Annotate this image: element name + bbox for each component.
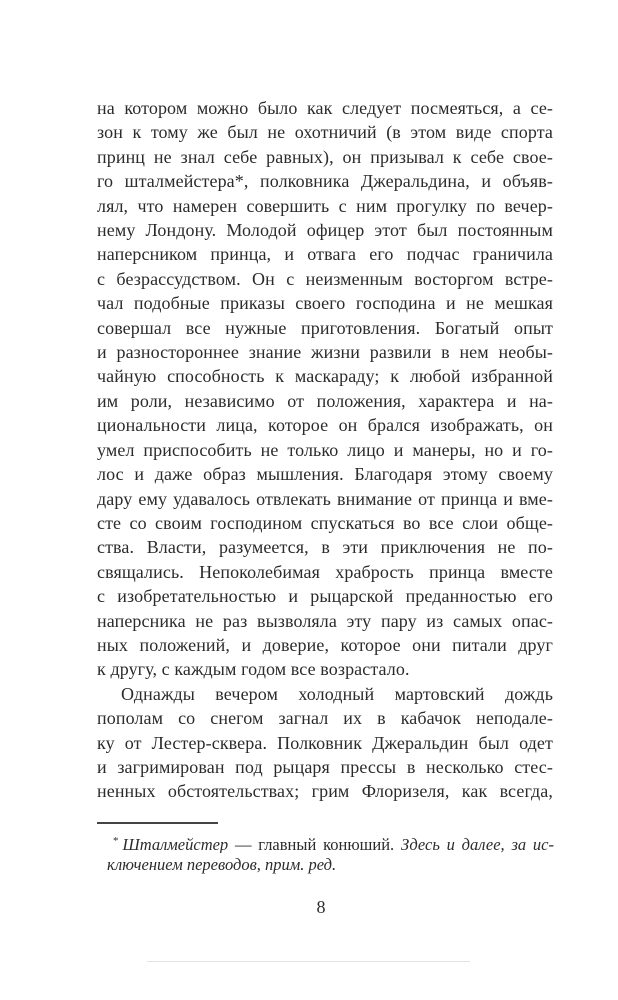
text-line: дару ему удавалось отвлекать внимание от принца и вме-	[97, 488, 553, 509]
page-body-text	[97, 96, 553, 804]
page-bottom-divider	[147, 961, 470, 962]
text-line: пополам со снегом загнал их в кабачок неподале-	[97, 708, 553, 729]
text-line: совершал все нужные приготовления. Богатый опыт	[97, 317, 553, 338]
text-line: умел приспособить не только лицо и манеры, но и го-	[97, 439, 553, 460]
text-line: ку от Лестер-сквера. Полковник Джеральдин был одет	[97, 732, 553, 753]
footnote-marker: *	[113, 835, 119, 847]
text-line: наперсником принца, и отвага его подчас граничила	[97, 244, 553, 265]
text-line: ненных обстоятельствах; грим Флоризеля, как всегда,	[97, 781, 553, 802]
text-line: к другу, с каждым годом все возрастало.	[97, 659, 410, 680]
text-line: и загримирован под рыцаря прессы в несколько стес-	[97, 756, 553, 777]
text-line: чайную способность к маскараду; к любой избранной	[97, 366, 553, 387]
text-line: лос и даже образ мышления. Благодаря этому своему	[97, 464, 553, 485]
text-line: Однажды вечером холодный мартовский дождь	[121, 683, 553, 704]
text-line: свящались. Непоколебимая храбрость принца вместе	[97, 561, 553, 582]
text-line: и разностороннее знание жизни развили в нем необы-	[97, 342, 553, 363]
text-line: го шталмейстера*, полковника Джеральдина, и объяв-	[97, 171, 553, 192]
text-line: лял, что намерен совершить с ним прогулку по вечер-	[97, 195, 553, 216]
text-line: чал подобные приказы своего господина и не мешкая	[97, 293, 553, 314]
text-line: принц не знал себе равных), он призывал к себе свое-	[97, 146, 553, 167]
page-number: 8	[316, 897, 326, 917]
text-line: с безрассудством. Он с неизменным восторгом встре-	[97, 268, 553, 289]
text-line: зон к тому же был не охотничий (в этом виде спорта	[97, 122, 553, 143]
text-line: им роли, независимо от положения, характера и на-	[97, 390, 553, 411]
text-line: с изобретательностью и рыцарской преданностью его	[97, 586, 553, 607]
footnote-term: Шталмейстер	[122, 835, 229, 853]
footnote-definition: — главный конюший.	[228, 835, 401, 853]
text-line: ных положений, и доверие, которое они питали друг	[97, 634, 553, 655]
text-line: сте со своим господином спускаться во все слои обще-	[97, 512, 553, 533]
text-line: наперсника не раз вызволяла эту пару из самых опас-	[97, 610, 553, 631]
text-line: ства. Власти, разумеется, в эти приключения не по-	[97, 537, 553, 558]
text-line: циональности лица, которое он брался изображать, он	[97, 415, 553, 436]
footnote-editor-note: Здесь и далее, за ис-	[400, 835, 554, 853]
footnote-separator-rule	[97, 822, 218, 824]
footnote-line-1	[107, 830, 554, 853]
footnote-line-2: ключением переводов, прим. ред.	[107, 855, 337, 874]
text-line: на котором можно было как следует посмеяться, а се-	[97, 98, 553, 118]
text-line: нему Лондону. Молодой офицер этот был постоянным	[97, 220, 553, 241]
footnote	[107, 830, 554, 876]
